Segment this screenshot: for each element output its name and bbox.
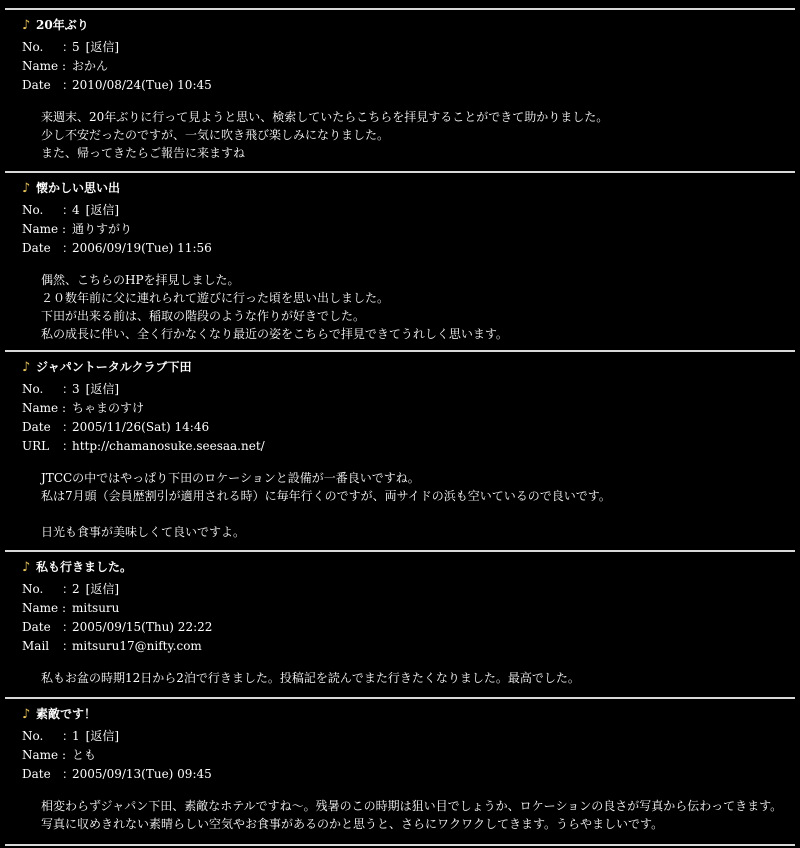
- entry-number: [22, 727, 119, 745]
- entry-date-colon: ：: [62, 420, 75, 434]
- entry-date-label: Date: [22, 620, 51, 634]
- entry-number-colon: ：: [62, 382, 75, 396]
- entry-body-line: 私もお盆の時期12日から2泊で行きました。投稿記を読んでまた行きたくなりました。最高でした。: [41, 671, 580, 685]
- entry-mail: [22, 637, 202, 655]
- entry-date-value: 2010/08/24(Tue) 10:45: [72, 78, 212, 92]
- entry-name-colon: :: [62, 748, 67, 762]
- entry-title-row: [22, 179, 120, 197]
- entry-divider: [5, 697, 795, 699]
- entry-mail-label: Mail: [22, 639, 50, 653]
- entry-mail-colon: ：: [62, 639, 75, 653]
- entry-date-colon: ：: [62, 241, 75, 255]
- entry-date: [22, 239, 212, 257]
- top-divider: [5, 8, 795, 10]
- entry-name-value: ちゃまのすけ: [72, 401, 145, 415]
- entry-name-label: Name: [22, 222, 59, 236]
- entry-name-value: おかん: [72, 59, 109, 73]
- entry-divider: [5, 350, 795, 352]
- entry-url-colon: ：: [62, 439, 75, 453]
- entry-date-value: 2005/09/15(Thu) 22:22: [72, 620, 213, 634]
- entry-date-colon: ：: [62, 620, 75, 634]
- entry-date-label: Date: [22, 420, 51, 434]
- entry-number: [22, 201, 119, 219]
- entry-number-value: 2: [72, 582, 80, 596]
- entry-number-label: No.: [22, 729, 44, 743]
- entry-title-row: [22, 358, 192, 376]
- entry-date-value: 2006/09/19(Tue) 11:56: [72, 241, 212, 255]
- entry-name-value: とも: [72, 748, 97, 762]
- entry-divider: [5, 171, 795, 173]
- entry-name-colon: :: [62, 222, 67, 236]
- entry-date-label: Date: [22, 78, 51, 92]
- entry-number-colon: ：: [62, 40, 75, 54]
- note-icon: ♪: [22, 707, 31, 722]
- entry-number: [22, 580, 119, 598]
- entry-number-value: 3: [72, 382, 80, 396]
- entry-date-colon: ：: [62, 767, 75, 781]
- entry-divider: [5, 844, 795, 846]
- entry-number-label: No.: [22, 203, 44, 217]
- entry-name-colon: :: [62, 401, 67, 415]
- entry-url: [22, 437, 265, 455]
- entry-number-colon: ：: [62, 582, 75, 596]
- entry-number-label: No.: [22, 40, 44, 54]
- entry-body-line: JTCCの中ではやっぱり下田のロケーションと設備が一番良いですね。: [41, 471, 420, 485]
- entry-url-label: URL: [22, 439, 50, 453]
- entry-body-line: 来週末、20年ぶりに行って見ようと思い、検索していたらこちらを拝見することができて助かりました。: [41, 110, 609, 124]
- entry-date: [22, 418, 209, 436]
- entry-body-line: 日光も食事が美味しくて良いですよ。: [41, 525, 246, 539]
- entry-title: ジャパントータルクラブ下田: [36, 360, 192, 374]
- entry-name: [22, 746, 96, 764]
- entry-number-colon: ：: [62, 729, 75, 743]
- entry-body-line: 私は7月頭（会員歴割引が適用される時）に毎年行くのですが、両サイドの浜も空いているので良いです。: [41, 489, 611, 503]
- entry-name: [22, 57, 108, 75]
- entry-title: 素敵です！: [36, 707, 97, 721]
- reply-link[interactable]: [返信]: [85, 382, 120, 396]
- entry-title-row: [22, 705, 96, 723]
- entry-mail-value[interactable]: mitsuru17@nifty.com: [72, 639, 202, 653]
- entry-date-value: 2005/09/13(Tue) 09:45: [72, 767, 212, 781]
- reply-link[interactable]: [返信]: [85, 582, 120, 596]
- entry-body-line: 相変わらずジャパン下田、素敵なホテルですね〜。残暑のこの時期は狙い目でしょうか、ロケーションの良さが写真から伝わってきます。: [41, 799, 783, 813]
- entry-date: [22, 765, 212, 783]
- note-icon: ♪: [22, 560, 31, 575]
- entry-title: 20年ぶり: [36, 18, 89, 32]
- entry-date: [22, 76, 212, 94]
- entry-divider: [5, 550, 795, 552]
- entry-date-label: Date: [22, 241, 51, 255]
- entry-name-label: Name: [22, 401, 59, 415]
- entry-date-colon: ：: [62, 78, 75, 92]
- entry-name-label: Name: [22, 59, 59, 73]
- entry-title-row: [22, 558, 132, 576]
- entry-body-line: ２０数年前に父に連れられて遊びに行った頃を思い出しました。: [41, 291, 390, 305]
- entry-name-label: Name: [22, 601, 59, 615]
- entry-name-label: Name: [22, 748, 59, 762]
- entry-name: [22, 220, 132, 238]
- reply-link[interactable]: [返信]: [85, 203, 120, 217]
- entry-title: 懐かしい思い出: [36, 181, 121, 195]
- entry-name: [22, 599, 119, 617]
- entry-title-row: [22, 16, 89, 34]
- entry-number-label: No.: [22, 382, 44, 396]
- entry-name: [22, 399, 144, 417]
- note-icon: ♪: [22, 18, 31, 33]
- entry-number-label: No.: [22, 582, 44, 596]
- entry-number-value: 4: [72, 203, 80, 217]
- entry-date-label: Date: [22, 767, 51, 781]
- entry-title: 私も行きました。: [36, 560, 133, 574]
- entry-body-line: また、帰ってきたらご報告に来ますね: [41, 146, 246, 160]
- entry-body-line: 写真に収めきれない素晴らしい空気やお食事があるのかと思うと、さらにワクワクしてきます。うらやましいです。: [41, 817, 664, 831]
- entry-url-value[interactable]: http://chamanosuke.seesaa.net/: [72, 439, 265, 453]
- entry-body-line: 少し不安だったのですが、一気に吹き飛び楽しみになりました。: [41, 128, 390, 142]
- entry-body-line: 偶然、こちらのHPを拝見しました。: [41, 273, 240, 287]
- entry-date-value: 2005/11/26(Sat) 14:46: [72, 420, 210, 434]
- note-icon: ♪: [22, 360, 31, 375]
- entry-date: [22, 618, 212, 636]
- reply-link[interactable]: [返信]: [85, 729, 120, 743]
- entry-name-value: 通りすがり: [72, 222, 133, 236]
- entry-name-value: mitsuru: [72, 601, 120, 615]
- entry-body-line: 下田が出来る前は、稲取の階段のような作りが好きでした。: [41, 309, 366, 323]
- note-icon: ♪: [22, 181, 31, 196]
- entry-name-colon: :: [62, 59, 67, 73]
- entry-number-colon: ：: [62, 203, 75, 217]
- entry-number-value: 5: [72, 40, 80, 54]
- entry-number: [22, 38, 119, 56]
- entry-number-value: 1: [72, 729, 80, 743]
- entry-name-colon: :: [62, 601, 67, 615]
- entry-number: [22, 380, 119, 398]
- reply-link[interactable]: [返信]: [85, 40, 120, 54]
- entry-body-line: 私の成長に伴い、全く行かなくなり最近の姿をこちらで拝見できてうれしく思います。: [41, 327, 508, 341]
